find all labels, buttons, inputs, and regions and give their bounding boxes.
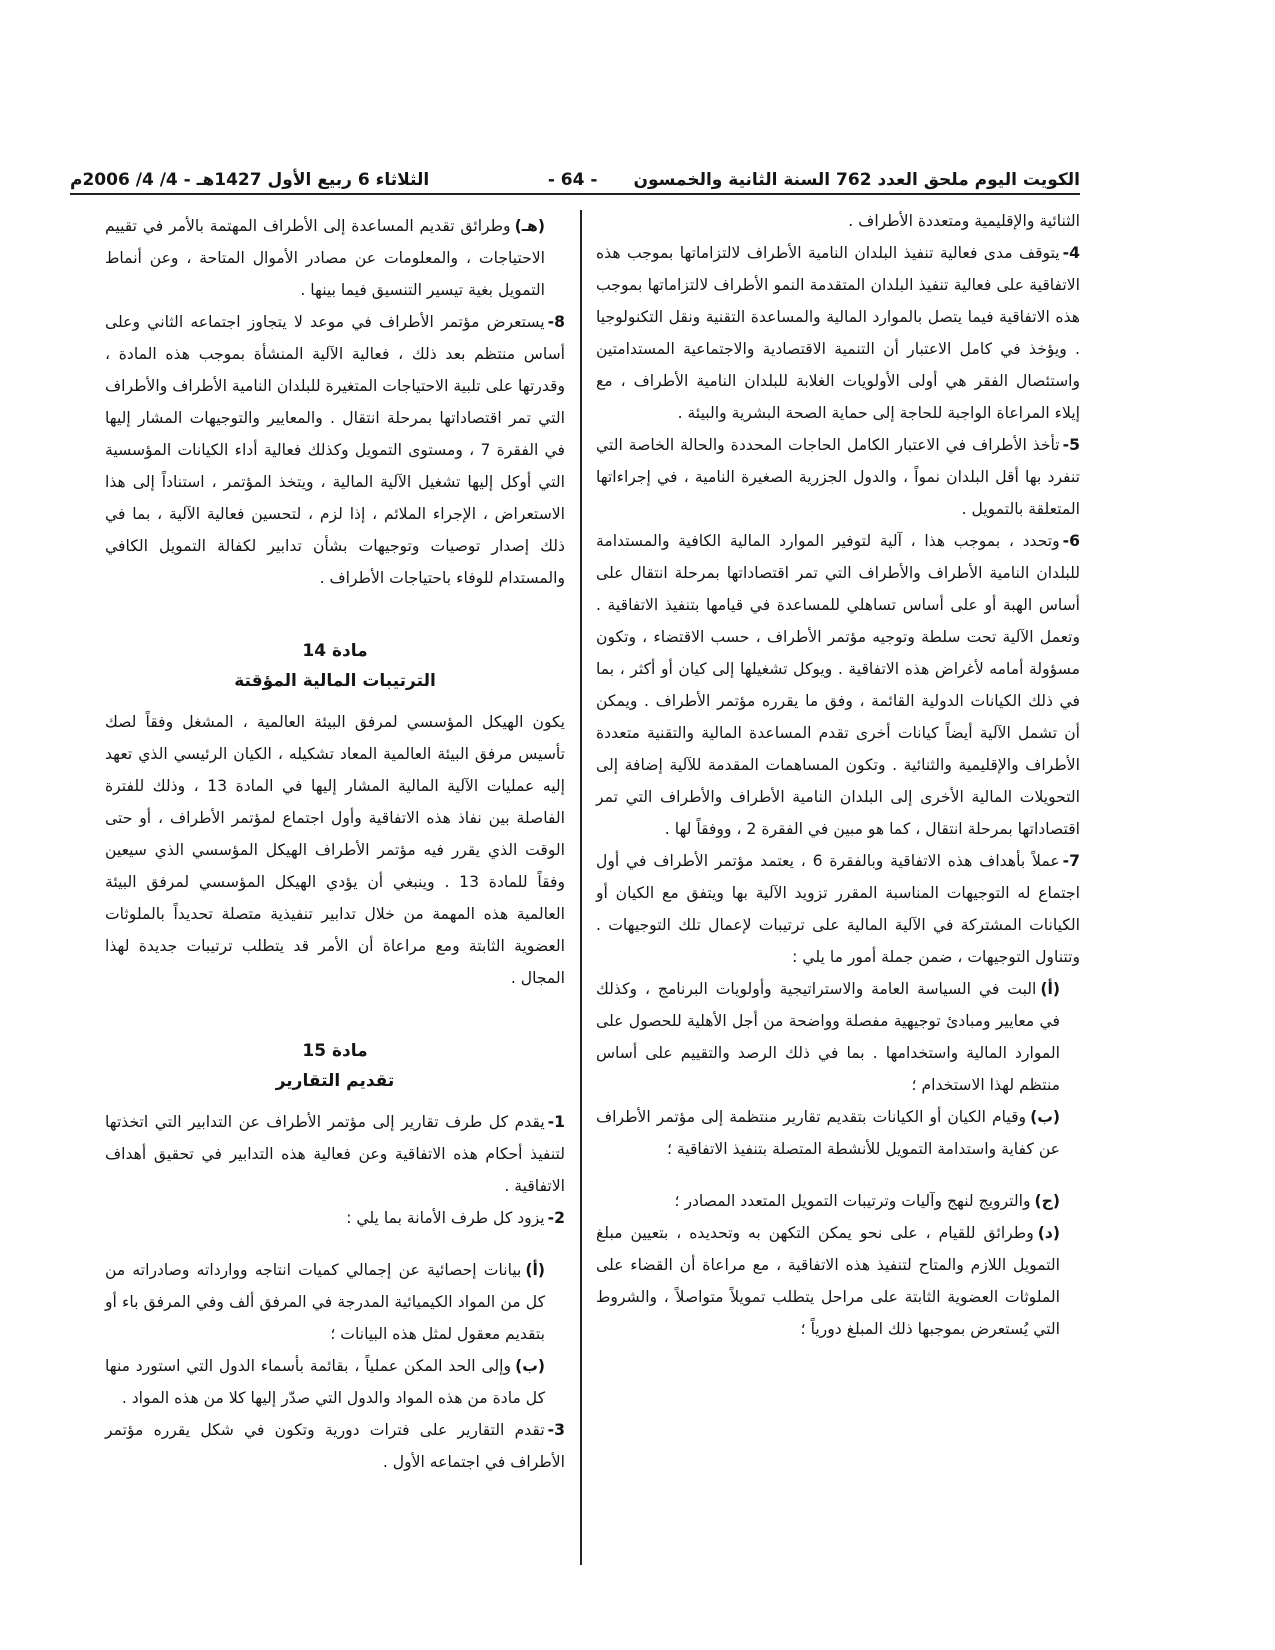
clause-text: تقدم التقارير على فترات دورية وتكون في شكل يقرره مؤتمر الأطراف في اجتماعه الأول . — [105, 1421, 565, 1471]
page-number: - 64 - — [547, 170, 598, 190]
header-rule — [70, 193, 1080, 195]
clause-6 — [596, 525, 1080, 845]
clause-5 — [596, 429, 1080, 525]
right-column — [596, 205, 1080, 1345]
subclause-c — [596, 1185, 1080, 1217]
newspaper-title: الكويت اليوم ملحق العدد 762 السنة الثانية والخمسون — [633, 170, 1080, 190]
column-divider — [580, 210, 582, 1565]
spacer — [105, 1234, 565, 1254]
subclause-text: وطرائق تقديم المساعدة إلى الأطراف المهتمة بالأمر في تقييم الاحتياجات ، والمعلومات عن مصادر الأموال المتاحة ، وعن أنماط التمويل بغية تيسير التنسيق فيما بينها . — [105, 217, 545, 299]
clause-number: 1- — [547, 1113, 565, 1131]
subclause-a — [105, 1254, 565, 1350]
clause-text: وتحدد ، بموجب هذا ، آلية لتوفير الموارد المالية الكافية والمستدامة للبلدان النامية الأطراف والأطراف التي تمر اقتصاداتها بمرحلة انتقال على أساس الهبة أو على أساس تساهلي للمساعدة في قيامها بتنفيذ الاتفاقية . وتعمل الآلية تحت سلطة وتوجيه مؤتمر الأطراف ، حسب الاقتضاء ، وتكون مسؤولة أمامه لأغراض هذه الاتفاقية . ويوكل تشغيلها إلى كيان أو أكثر ، بما في ذلك الكيانات الدولية القائمة ، وفق ما يقرره مؤتمر الأطراف . ويمكن أن تشمل الآلية أيضاً كيانات أخرى تقدم المساعدة المالية والتقنية متعددة الأطراف والإقليمية والثنائية . وتكون المساهمات المقدمة للآلية إضافة إلى التحويلات المالية الأخرى إلى البلدان النامية الأطراف والأطراف التي تمر اقتصاداتها بمرحلة انتقال ، كما هو مبين في الفقرة 2 ، ووفقاً لها . — [596, 532, 1080, 838]
clause-number: 5- — [1062, 436, 1080, 454]
subclause-e — [105, 210, 565, 306]
continuation-text: الثنائية والإقليمية ومتعددة الأطراف . — [848, 212, 1080, 230]
subclause-text: وطرائق للقيام ، على نحو يمكن التكهن به وتحديده ، بتعيين مبلغ التمويل اللازم والمتاح لتنفيذ هذه الاتفاقية ، مع مراعاة أن القضاء على الملوثات العضوية الثابتة على مراحل يتطلب تمويلاً متواصلاً ، والشروط التي يُستعرض بموجبها ذلك المبلغ دورياً ؛ — [596, 1224, 1060, 1338]
clause-number: 8- — [547, 313, 565, 331]
clause-2 — [105, 1202, 565, 1234]
spacer — [596, 1165, 1080, 1185]
clause-4 — [596, 237, 1080, 429]
article-15-title: مادة 15 — [302, 1041, 368, 1061]
clause-number: 2- — [547, 1209, 565, 1227]
page-header — [70, 152, 1080, 190]
subclause-text: بيانات إحصائية عن إجمالي كميات انتاجه ووارداته وصادراته من كل من المواد الكيميائية المدرجة في المرفق ألف وفي المرفق باء أو بتقديم معقول لمثل هذه البيانات ؛ — [105, 1261, 545, 1343]
clause-text: عملاً بأهداف هذه الاتفاقية وبالفقرة 6 ، يعتمد مؤتمر الأطراف في أول اجتماع له التوجيهات المناسبة المقرر تزويد الآلية بها ويتفق مع الكيان أو الكيانات المشتركة في الآلية المالية على ترتيبات لإعمال تلك التوجيهات . وتتناول التوجيهات ، ضمن جملة أمور ما يلي : — [596, 852, 1080, 966]
subclause-label: (ب) — [1030, 1108, 1060, 1126]
subclause-label: (د) — [1037, 1224, 1060, 1242]
subclause-text: والترويج لنهج وآليات وترتيبات التمويل المتعدد المصادر ؛ — [674, 1192, 1031, 1210]
clause-8 — [105, 306, 565, 594]
clause-text: تأخذ الأطراف في الاعتبار الكامل الحاجات المحددة والحالة الخاصة التي تنفرد بها أقل البلدان نمواً ، والدول الجزرية الصغيرة النامية ، في إجراءاتها المتعلقة بالتمويل . — [596, 436, 1080, 518]
clause-7 — [596, 845, 1080, 973]
subclause-b — [596, 1101, 1080, 1165]
left-column — [105, 210, 565, 1478]
subclause-label: (ب) — [515, 1357, 545, 1375]
clause-text: يتوقف مدى فعالية تنفيذ البلدان النامية الأطراف لالتزاماتها بموجب هذه الاتفاقية على فعالية تنفيذ البلدان المتقدمة النمو الأطراف لالتزاماتها بموجب هذه الاتفاقية فيما يتصل بالموارد المالية والمساعدة التقنية ونقل التكنولوجيا . ويؤخذ في كامل الاعتبار أن التنمية الاقتصادية والاجتماعية المستدامتين واستئصال الفقر هي أولى الأولويات الغلابة للبلدان النامية الأطراف ، مع إيلاء المراعاة الواجبة للحاجة إلى حماية الصحة البشرية والبيئة . — [596, 244, 1080, 422]
subclause-label: (هـ) — [514, 217, 545, 235]
subclause-label: (أ) — [1040, 980, 1060, 998]
clause-number: 6- — [1062, 532, 1080, 550]
article-15-subtitle: تقديم التقارير — [275, 1071, 395, 1091]
clause-number: 7- — [1062, 852, 1080, 870]
clause-text: يقدم كل طرف تقارير إلى مؤتمر الأطراف عن التدابير التي اتخذتها لتنفيذ أحكام هذه الاتفاقية وعن فعالية هذه التدابير في تحقيق أهداف الاتفاقية . — [105, 1113, 565, 1195]
subclause-d — [596, 1217, 1080, 1345]
header-date: الثلاثاء 6 ربيع الأول 1427هـ - 4/ 4/ 2006م — [70, 170, 430, 190]
subclause-text: البت في السياسة العامة والاستراتيجية وأولويات البرنامج ، وكذلك في معايير ومبادئ توجيهية مفصلة وواضحة من أجل الأهلية للحصول على الموارد المالية واستخدامها . بما في ذلك الرصد والتقييم على أساس منتظم لهذا الاستخدام ؛ — [596, 980, 1060, 1094]
subclause-label: (ج) — [1034, 1192, 1060, 1210]
article-14-subtitle: الترتيبات المالية المؤقتة — [234, 671, 436, 691]
subclause-b — [105, 1350, 565, 1414]
spacer — [105, 594, 565, 636]
clause-number: 3- — [547, 1421, 565, 1439]
clause-number: 4- — [1062, 244, 1080, 262]
header-right — [548, 170, 1080, 190]
subclause-text: وإلى الحد المكن عملياً ، بقائمة بأسماء الدول التي استورد منها كل مادة من هذه المواد والدول التي صدّر إليها كلا من هذه المواد . — [105, 1357, 545, 1407]
clause-text: يستعرض مؤتمر الأطراف في موعد لا يتجاوز اجتماعه الثاني وعلى أساس منتظم بعد ذلك ، فعالية الآلية المنشأة بموجب هذه المادة ، وقدرتها على تلبية الاحتياجات المتغيرة للبلدان النامية الأطراف والأطراف التي تمر اقتصاداتها بمرحلة انتقال . والمعايير والتوجيهات المشار إليها في الفقرة 7 ، ومستوى التمويل وكذلك فعالية أداء الكيانات المؤسسية التي أوكل إليها تشغيل الآلية المالية ، ويتخذ المؤتمر ، استناداً إلى هذا الاستعراض ، الإجراء الملائم ، إذا لزم ، لتحسين فعالية الآلية ، بما في ذلك إصدار توصيات وتوجيهات بشأن تدابير لكفالة التمويل الكافي والمستدام للوفاء باحتياجات الأطراف . — [105, 313, 565, 587]
clause-1 — [105, 1106, 565, 1202]
clause-3 — [105, 1414, 565, 1478]
clause-text: يزود كل طرف الأمانة بما يلي : — [346, 1209, 545, 1227]
spacer — [105, 994, 565, 1036]
article-14-text: يكون الهيكل المؤسسي لمرفق البيئة العالمية ، المشغل وفقاً لصك تأسيس مرفق البيئة العالمية المعاد تشكيله ، الكيان الرئيسي الذي تعهد إليه عمليات الآلية المالية المشار إليها في المادة 13 ، وذلك للفترة الفاصلة بين نفاذ هذه الاتفاقية وأول اجتماع لمؤتمر الأطراف ، أو حتى الوقت الذي يقرر فيه مؤتمر الأطراف الهيكل المؤسسي الذي سيعين وفقاً للمادة 13 . وينبغي أن يؤدي الهيكل المؤسسي لمرفق البيئة العالمية هذه المهمة من خلال تدابير تنفيذية متصلة تحديداً بالملوثات العضوية الثابتة ومع مراعاة أن الأمر قد يتطلب ترتيبات جديدة لهذا المجال . — [105, 713, 565, 987]
subclause-text: وقيام الكيان أو الكيانات بتقديم تقارير منتظمة إلى مؤتمر الأطراف عن كفاية واستدامة التمويل للأنشطة المتصلة بتنفيذ الاتفاقية ؛ — [596, 1108, 1060, 1158]
subclause-a — [596, 973, 1080, 1101]
article-14-title: مادة 14 — [302, 641, 368, 661]
subclause-label: (أ) — [525, 1261, 545, 1279]
